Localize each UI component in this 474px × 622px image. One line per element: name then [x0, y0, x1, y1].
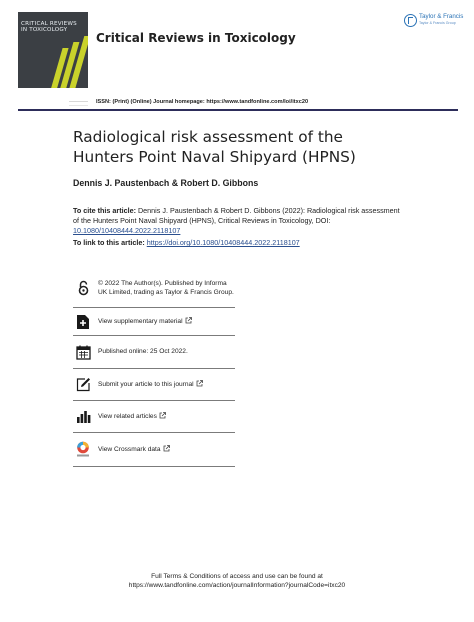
bar-chart-icon	[73, 409, 93, 424]
header-divider	[18, 109, 458, 111]
related-articles-item[interactable]	[73, 401, 235, 433]
edit-submit-icon	[73, 377, 93, 392]
publisher-logo[interactable]	[404, 13, 466, 33]
crossmark-item[interactable]	[73, 433, 235, 467]
article-info-list	[73, 274, 235, 467]
submit-article-item[interactable]	[73, 369, 235, 401]
cite-label: To cite this article:	[73, 206, 136, 215]
external-link-icon	[196, 381, 203, 388]
published-date-text: Published online: 25 Oct 2022.	[98, 347, 188, 355]
publisher-tagline: Taylor & Francis Group	[419, 21, 456, 25]
supplementary-item[interactable]	[73, 308, 235, 336]
publisher-logo-icon	[404, 14, 417, 27]
supplementary-link[interactable]: View supplementary material	[98, 317, 183, 325]
license-text: © 2022 The Author(s). Published by Informa UK Limited, trading as Taylor & Francis Group.	[98, 280, 234, 296]
external-link-icon	[159, 413, 166, 420]
article-link-line	[73, 238, 300, 247]
faded-logo	[69, 101, 88, 106]
article-authors: Dennis J. Paustenbach & Robert D. Gibbons	[73, 178, 259, 188]
external-link-icon	[185, 318, 192, 325]
open-access-lock-icon	[73, 280, 93, 296]
journal-cover-image	[18, 12, 88, 88]
citation-block	[73, 206, 403, 236]
license-item	[73, 274, 235, 308]
link-label: To link to this article:	[73, 238, 145, 247]
submit-article-link[interactable]: Submit your article to this journal	[98, 380, 194, 388]
issn-homepage-line[interactable]: ISSN: (Print) (Online) Journal homepage: https://www.tandfonline.com/loi/itxc20	[96, 99, 309, 105]
publisher-name: Taylor & Francis	[419, 13, 464, 20]
article-title: Radiological risk assessment of the Hunters Point Naval Shipyard (HPNS)	[73, 128, 356, 166]
published-date-item	[73, 336, 235, 369]
external-link-icon	[163, 446, 170, 453]
cite-doi-link[interactable]: 10.1080/10408444.2022.2118107	[73, 225, 181, 235]
footer-terms-link[interactable]: https://www.tandfonline.com/action/journalInformation?journalCode=itxc20	[128, 581, 346, 589]
cover-title: CRITICAL REVIEWS IN TOXICOLOGY	[21, 21, 77, 34]
journal-title[interactable]: Critical Reviews in Toxicology	[96, 31, 296, 45]
crossmark-icon	[73, 441, 93, 458]
footer-line-1: Full Terms & Conditions of access and use can be found at	[151, 573, 323, 580]
crossmark-link[interactable]: View Crossmark data	[98, 445, 161, 453]
terms-footer	[0, 573, 474, 591]
related-articles-link[interactable]: View related articles	[98, 412, 157, 420]
calendar-icon	[73, 345, 93, 360]
add-supplement-icon	[73, 314, 93, 330]
article-doi-link[interactable]: https://doi.org/10.1080/10408444.2022.2118107	[146, 238, 300, 247]
cite-text: Dennis J. Paustenbach & Robert D. Gibbons (2022): Radiological risk assessment of the Hunters Point Naval Shipyard (HPNS), Critical Reviews in Toxicology, DOI:	[73, 206, 400, 225]
